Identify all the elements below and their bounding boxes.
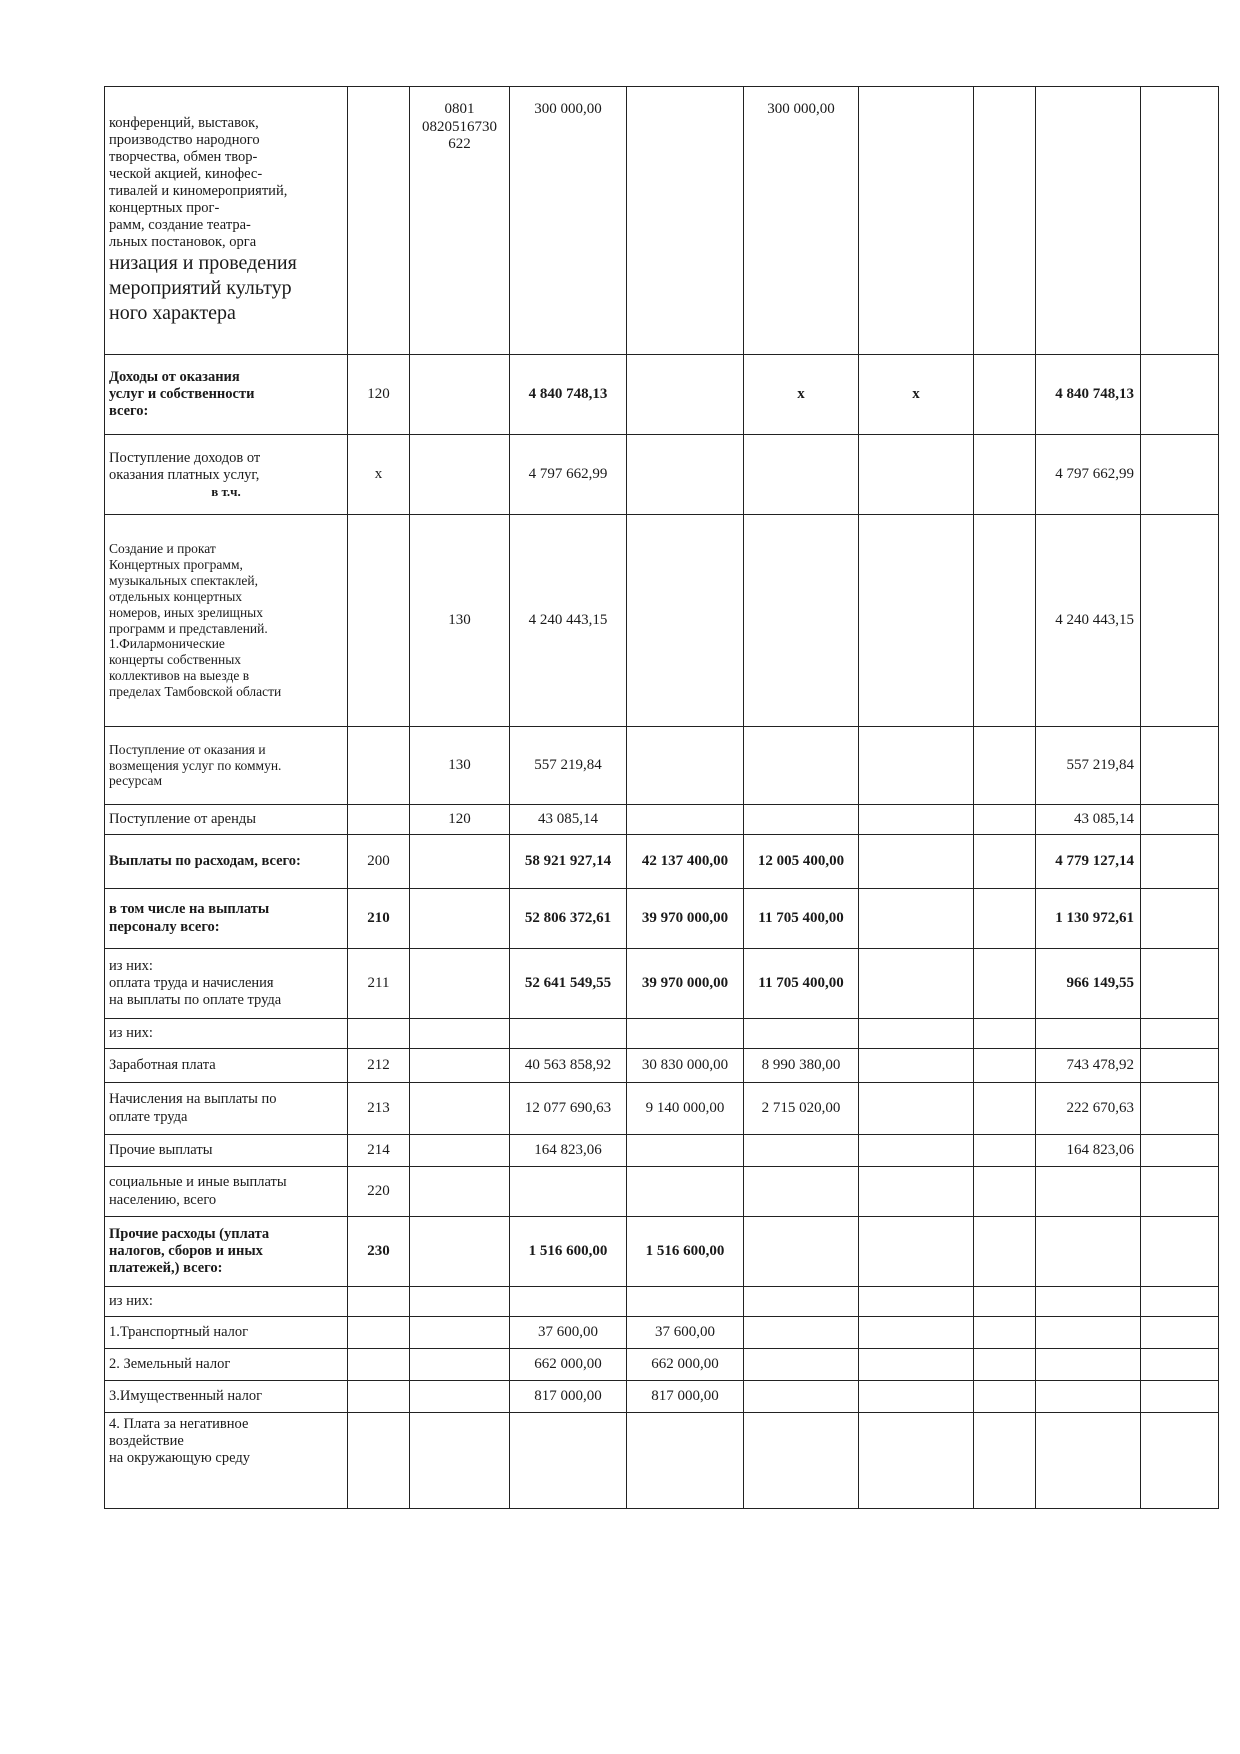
row-name: в том числе на выплаты персоналу всего: [105, 889, 348, 949]
paid-services-amount: 222 670,63 [1036, 1083, 1141, 1135]
total-amount: 1 516 600,00 [510, 1217, 627, 1287]
subsidy-other-amount: 12 005 400,00 [744, 835, 859, 889]
row-name: конференций, выставок, производство народного творчества, обмен твор- ческой акцией, кинофес- тивалей и киномероприятий, концертных прог- рамм, создание театра- льных постановок, орга низация и проведения мероприятий культур ного характера [105, 87, 348, 355]
total-amount: 817 000,00 [510, 1381, 627, 1413]
total-amount: 4 797 662,99 [510, 435, 627, 515]
total-amount: 52 641 549,55 [510, 949, 627, 1019]
table-row [105, 949, 1219, 1019]
row-name: Начисления на выплаты по оплате труда [105, 1083, 348, 1135]
table-row [105, 1381, 1219, 1413]
total-amount: 4 240 443,15 [510, 515, 627, 727]
row-name: из них: [105, 1287, 348, 1317]
row-name: 2. Земельный налог [105, 1349, 348, 1381]
row-name: Доходы от оказания услуг и собственности всего: [105, 355, 348, 435]
table-row [105, 1217, 1219, 1287]
row-name: Создание и прокат Концертных программ, музыкальных спектаклей, отдельных концертных номеров, иных зрелищных программ и представлений. 1.Филармонические концерты собственных коллективов на выезде в пределах Тамбовской области [105, 515, 348, 727]
budget-code: 130 [410, 727, 510, 805]
budget-code: 0801 0820516730 622 [410, 87, 510, 355]
subsidy-task-amount: 817 000,00 [627, 1381, 744, 1413]
table-row [105, 1317, 1219, 1349]
table-row [105, 87, 1219, 355]
subsidy-other-amount: 8 990 380,00 [744, 1049, 859, 1083]
table-row [105, 1349, 1219, 1381]
table-row [105, 889, 1219, 949]
total-amount: 662 000,00 [510, 1349, 627, 1381]
table-row [105, 1049, 1219, 1083]
table-row [105, 1167, 1219, 1217]
paid-services-amount: 4 779 127,14 [1036, 835, 1141, 889]
table-row [105, 515, 1219, 727]
paid-services-amount: 4 840 748,13 [1036, 355, 1141, 435]
subsidy-other-amount: 11 705 400,00 [744, 889, 859, 949]
subsidy-task-amount: 30 830 000,00 [627, 1049, 744, 1083]
row-name: Поступление от оказания и возмещения услуг по коммун. ресурсам [105, 727, 348, 805]
total-amount: 37 600,00 [510, 1317, 627, 1349]
total-amount: 300 000,00 [510, 87, 627, 355]
budget-code: 130 [410, 515, 510, 727]
paid-services-amount: 164 823,06 [1036, 1135, 1141, 1167]
table-row [105, 835, 1219, 889]
row-name: Выплаты по расходам, всего: [105, 835, 348, 889]
row-code: 200 [348, 835, 410, 889]
total-amount: 52 806 372,61 [510, 889, 627, 949]
subsidy-other-amount: x [744, 355, 859, 435]
row-name: 3.Имущественный налог [105, 1381, 348, 1413]
capital-subsidy-amount: x [859, 355, 974, 435]
subsidy-task-amount: 1 516 600,00 [627, 1217, 744, 1287]
subsidy-task-amount: 39 970 000,00 [627, 889, 744, 949]
table-row [105, 1019, 1219, 1049]
subsidy-task-amount: 42 137 400,00 [627, 835, 744, 889]
subsidy-other-amount: 300 000,00 [744, 87, 859, 355]
row-code: 230 [348, 1217, 410, 1287]
paid-services-amount: 4 240 443,15 [1036, 515, 1141, 727]
subsidy-other-amount: 2 715 020,00 [744, 1083, 859, 1135]
row-name: социальные и иные выплаты населению, всего [105, 1167, 348, 1217]
paid-services-amount: 4 797 662,99 [1036, 435, 1141, 515]
table-row [105, 355, 1219, 435]
subsidy-other-amount: 11 705 400,00 [744, 949, 859, 1019]
row-name: из них: [105, 1019, 348, 1049]
subsidy-task-amount: 37 600,00 [627, 1317, 744, 1349]
table-row [105, 1135, 1219, 1167]
subsidy-task-amount: 662 000,00 [627, 1349, 744, 1381]
row-name: Поступление доходов от оказания платных услуг, в т.ч. [105, 435, 348, 515]
paid-services-amount: 1 130 972,61 [1036, 889, 1141, 949]
table-row [105, 805, 1219, 835]
row-code: 214 [348, 1135, 410, 1167]
row-code: 211 [348, 949, 410, 1019]
table-row [105, 727, 1219, 805]
total-amount: 4 840 748,13 [510, 355, 627, 435]
subsidy-task-amount: 9 140 000,00 [627, 1083, 744, 1135]
table-row [105, 1413, 1219, 1509]
row-name: Заработная плата [105, 1049, 348, 1083]
paid-services-amount: 557 219,84 [1036, 727, 1141, 805]
row-code: 213 [348, 1083, 410, 1135]
table-row [105, 1083, 1219, 1135]
total-amount: 43 085,14 [510, 805, 627, 835]
total-amount: 58 921 927,14 [510, 835, 627, 889]
row-name: Прочие выплаты [105, 1135, 348, 1167]
row-code: 120 [348, 355, 410, 435]
paid-services-amount: 43 085,14 [1036, 805, 1141, 835]
row-name: 4. Плата за негативное воздействие на окружающую среду [105, 1413, 348, 1509]
row-name: Поступление от аренды [105, 805, 348, 835]
total-amount: 164 823,06 [510, 1135, 627, 1167]
row-code: x [348, 435, 410, 515]
total-amount: 557 219,84 [510, 727, 627, 805]
table-row [105, 1287, 1219, 1317]
paid-services-amount: 743 478,92 [1036, 1049, 1141, 1083]
budget-code: 120 [410, 805, 510, 835]
total-amount: 12 077 690,63 [510, 1083, 627, 1135]
row-name: из них: оплата труда и начисления на выплаты по оплате труда [105, 949, 348, 1019]
row-name: 1.Транспортный налог [105, 1317, 348, 1349]
total-amount: 40 563 858,92 [510, 1049, 627, 1083]
row-code: 212 [348, 1049, 410, 1083]
financial-plan-table [104, 86, 1219, 1509]
paid-services-amount: 966 149,55 [1036, 949, 1141, 1019]
row-code: 210 [348, 889, 410, 949]
row-name: Прочие расходы (уплата налогов, сборов и иных платежей,) всего: [105, 1217, 348, 1287]
row-code: 220 [348, 1167, 410, 1217]
subsidy-task-amount: 39 970 000,00 [627, 949, 744, 1019]
table-row [105, 435, 1219, 515]
